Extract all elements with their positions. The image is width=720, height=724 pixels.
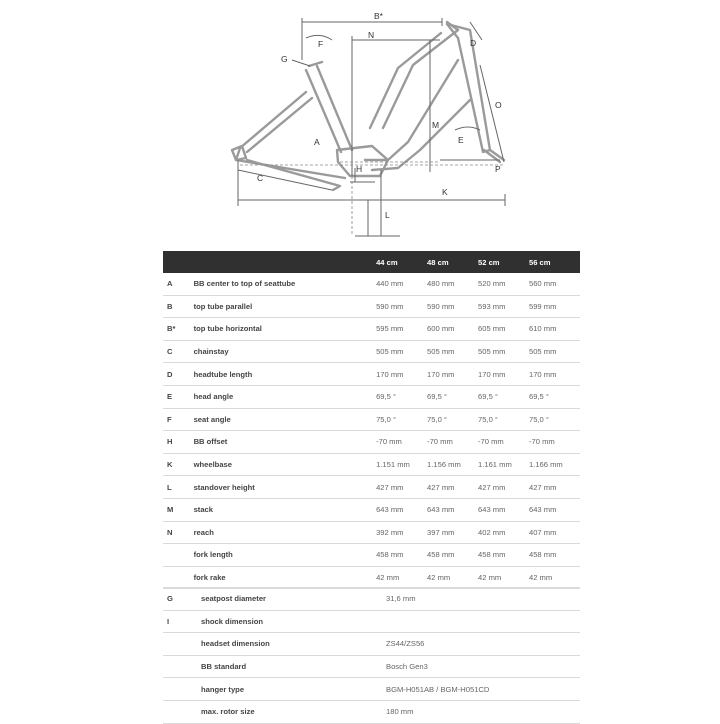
table-row: [163, 453, 580, 476]
label-o: O: [495, 100, 502, 110]
row-value: 69,5 °: [376, 385, 427, 408]
spec-name: BB standard: [201, 655, 386, 678]
row-value: 593 mm: [478, 295, 529, 318]
row-value: 643 mm: [376, 498, 427, 521]
row-value: 599 mm: [529, 295, 580, 318]
row-value: 69,5 °: [529, 385, 580, 408]
label-h: H: [356, 164, 363, 174]
row-value: 42 mm: [478, 566, 529, 589]
label-n: N: [368, 30, 375, 40]
geometry-table: [163, 251, 580, 589]
row-value: 643 mm: [529, 498, 580, 521]
row-value: 458 mm: [478, 544, 529, 567]
spec-row: [163, 633, 580, 656]
row-value: 480 mm: [427, 273, 478, 295]
label-m: M: [432, 120, 440, 130]
row-name: BB offset: [194, 431, 377, 454]
label-d: D: [470, 38, 477, 48]
label-c: C: [257, 173, 264, 183]
row-value: 610 mm: [529, 318, 580, 341]
spec-value: BGM-H051AB / BGM-H051CD: [386, 678, 580, 701]
spec-value: 31,6 mm: [386, 588, 580, 611]
row-value: 75,0 °: [529, 408, 580, 431]
spec-value: ZS44/ZS56: [386, 633, 580, 656]
row-value: 1.166 mm: [529, 453, 580, 476]
label-k: K: [442, 187, 448, 197]
row-letter: H: [163, 431, 194, 454]
row-value: 170 mm: [478, 363, 529, 386]
row-name: chainstay: [194, 340, 377, 363]
table-row: [163, 318, 580, 341]
row-value: 75,0 °: [376, 408, 427, 431]
spec-name: shock dimension: [201, 610, 386, 633]
geometry-diagram: [0, 0, 720, 245]
row-value: 407 mm: [529, 521, 580, 544]
spec-row: [163, 655, 580, 678]
row-value: 170 mm: [376, 363, 427, 386]
row-value: 42 mm: [529, 566, 580, 589]
row-letter: M: [163, 498, 194, 521]
row-value: 170 mm: [427, 363, 478, 386]
spec-value: [386, 610, 580, 633]
row-name: stack: [194, 498, 377, 521]
row-value: -70 mm: [427, 431, 478, 454]
specs-table: [163, 587, 580, 724]
spec-value: Bosch Gen3: [386, 655, 580, 678]
row-value: -70 mm: [376, 431, 427, 454]
row-letter: [163, 566, 194, 589]
label-b-star: B*: [374, 11, 383, 21]
row-value: 643 mm: [478, 498, 529, 521]
row-value: 42 mm: [376, 566, 427, 589]
row-name: head angle: [194, 385, 377, 408]
row-value: 590 mm: [376, 295, 427, 318]
row-value: 427 mm: [478, 476, 529, 499]
row-letter: [163, 544, 194, 567]
row-value: 505 mm: [427, 340, 478, 363]
row-value: 440 mm: [376, 273, 427, 295]
spec-name: headset dimension: [201, 633, 386, 656]
header-size: 44 cm: [376, 251, 427, 273]
row-value: 75,0 °: [427, 408, 478, 431]
table-row: [163, 544, 580, 567]
label-g: G: [281, 54, 288, 64]
row-value: 1.161 mm: [478, 453, 529, 476]
header-name-cell: [194, 251, 377, 273]
row-value: 1.156 mm: [427, 453, 478, 476]
row-name: headtube length: [194, 363, 377, 386]
spec-row: [163, 588, 580, 611]
row-value: -70 mm: [529, 431, 580, 454]
spec-name: max. rotor size: [201, 700, 386, 723]
header-size: 52 cm: [478, 251, 529, 273]
row-value: 520 mm: [478, 273, 529, 295]
spec-row: [163, 678, 580, 701]
table-row: [163, 431, 580, 454]
row-value: 600 mm: [427, 318, 478, 341]
spec-letter: [163, 633, 201, 656]
table-row: [163, 295, 580, 318]
spec-name: hanger type: [201, 678, 386, 701]
row-name: fork length: [194, 544, 377, 567]
table-row: [163, 273, 580, 295]
row-value: 643 mm: [427, 498, 478, 521]
row-value: 458 mm: [376, 544, 427, 567]
label-p: P: [495, 164, 501, 174]
row-value: 397 mm: [427, 521, 478, 544]
header-size: 48 cm: [427, 251, 478, 273]
row-name: seat angle: [194, 408, 377, 431]
row-letter: N: [163, 521, 194, 544]
row-value: 392 mm: [376, 521, 427, 544]
header-size: 56 cm: [529, 251, 580, 273]
row-letter: B*: [163, 318, 194, 341]
table-row: [163, 521, 580, 544]
row-name: top tube horizontal: [194, 318, 377, 341]
table-row: [163, 498, 580, 521]
row-value: 505 mm: [376, 340, 427, 363]
row-letter: C: [163, 340, 194, 363]
specs-body: [163, 588, 580, 724]
label-f: F: [318, 39, 324, 49]
row-value: 1.151 mm: [376, 453, 427, 476]
row-value: 75,0 °: [478, 408, 529, 431]
geometry-body: [163, 273, 580, 589]
row-value: -70 mm: [478, 431, 529, 454]
row-name: wheelbase: [194, 453, 377, 476]
label-l: L: [385, 210, 390, 220]
row-name: fork rake: [194, 566, 377, 589]
row-letter: K: [163, 453, 194, 476]
geometry-header-row: [163, 251, 580, 273]
row-letter: D: [163, 363, 194, 386]
table-row: [163, 408, 580, 431]
row-value: 505 mm: [529, 340, 580, 363]
row-value: 170 mm: [529, 363, 580, 386]
row-letter: L: [163, 476, 194, 499]
row-value: 402 mm: [478, 521, 529, 544]
row-value: 69,5 °: [478, 385, 529, 408]
table-row: [163, 340, 580, 363]
spec-letter: I: [163, 610, 201, 633]
spec-letter: [163, 655, 201, 678]
row-name: top tube parallel: [194, 295, 377, 318]
label-a: A: [314, 137, 320, 147]
frame-drawing: [0, 0, 720, 245]
table-row: [163, 476, 580, 499]
dimension-labels: [257, 11, 502, 220]
dashed-guides: [240, 162, 505, 236]
spec-row: [163, 610, 580, 633]
row-name: BB center to top of seattube: [194, 273, 377, 295]
row-value: 590 mm: [427, 295, 478, 318]
row-value: 605 mm: [478, 318, 529, 341]
row-letter: B: [163, 295, 194, 318]
row-name: reach: [194, 521, 377, 544]
label-e: E: [458, 135, 464, 145]
row-value: 42 mm: [427, 566, 478, 589]
row-value: 560 mm: [529, 273, 580, 295]
row-value: 427 mm: [529, 476, 580, 499]
table-row: [163, 566, 580, 589]
row-value: 505 mm: [478, 340, 529, 363]
spec-name: seatpost diameter: [201, 588, 386, 611]
row-value: 595 mm: [376, 318, 427, 341]
row-value: 427 mm: [427, 476, 478, 499]
row-value: 458 mm: [427, 544, 478, 567]
spec-letter: [163, 678, 201, 701]
spec-letter: G: [163, 588, 201, 611]
row-letter: E: [163, 385, 194, 408]
row-value: 427 mm: [376, 476, 427, 499]
header-letter-cell: [163, 251, 194, 273]
row-value: 69,5 °: [427, 385, 478, 408]
table-row: [163, 385, 580, 408]
spec-value: 180 mm: [386, 700, 580, 723]
row-value: 458 mm: [529, 544, 580, 567]
row-letter: A: [163, 273, 194, 295]
row-letter: F: [163, 408, 194, 431]
table-row: [163, 363, 580, 386]
row-name: standover height: [194, 476, 377, 499]
